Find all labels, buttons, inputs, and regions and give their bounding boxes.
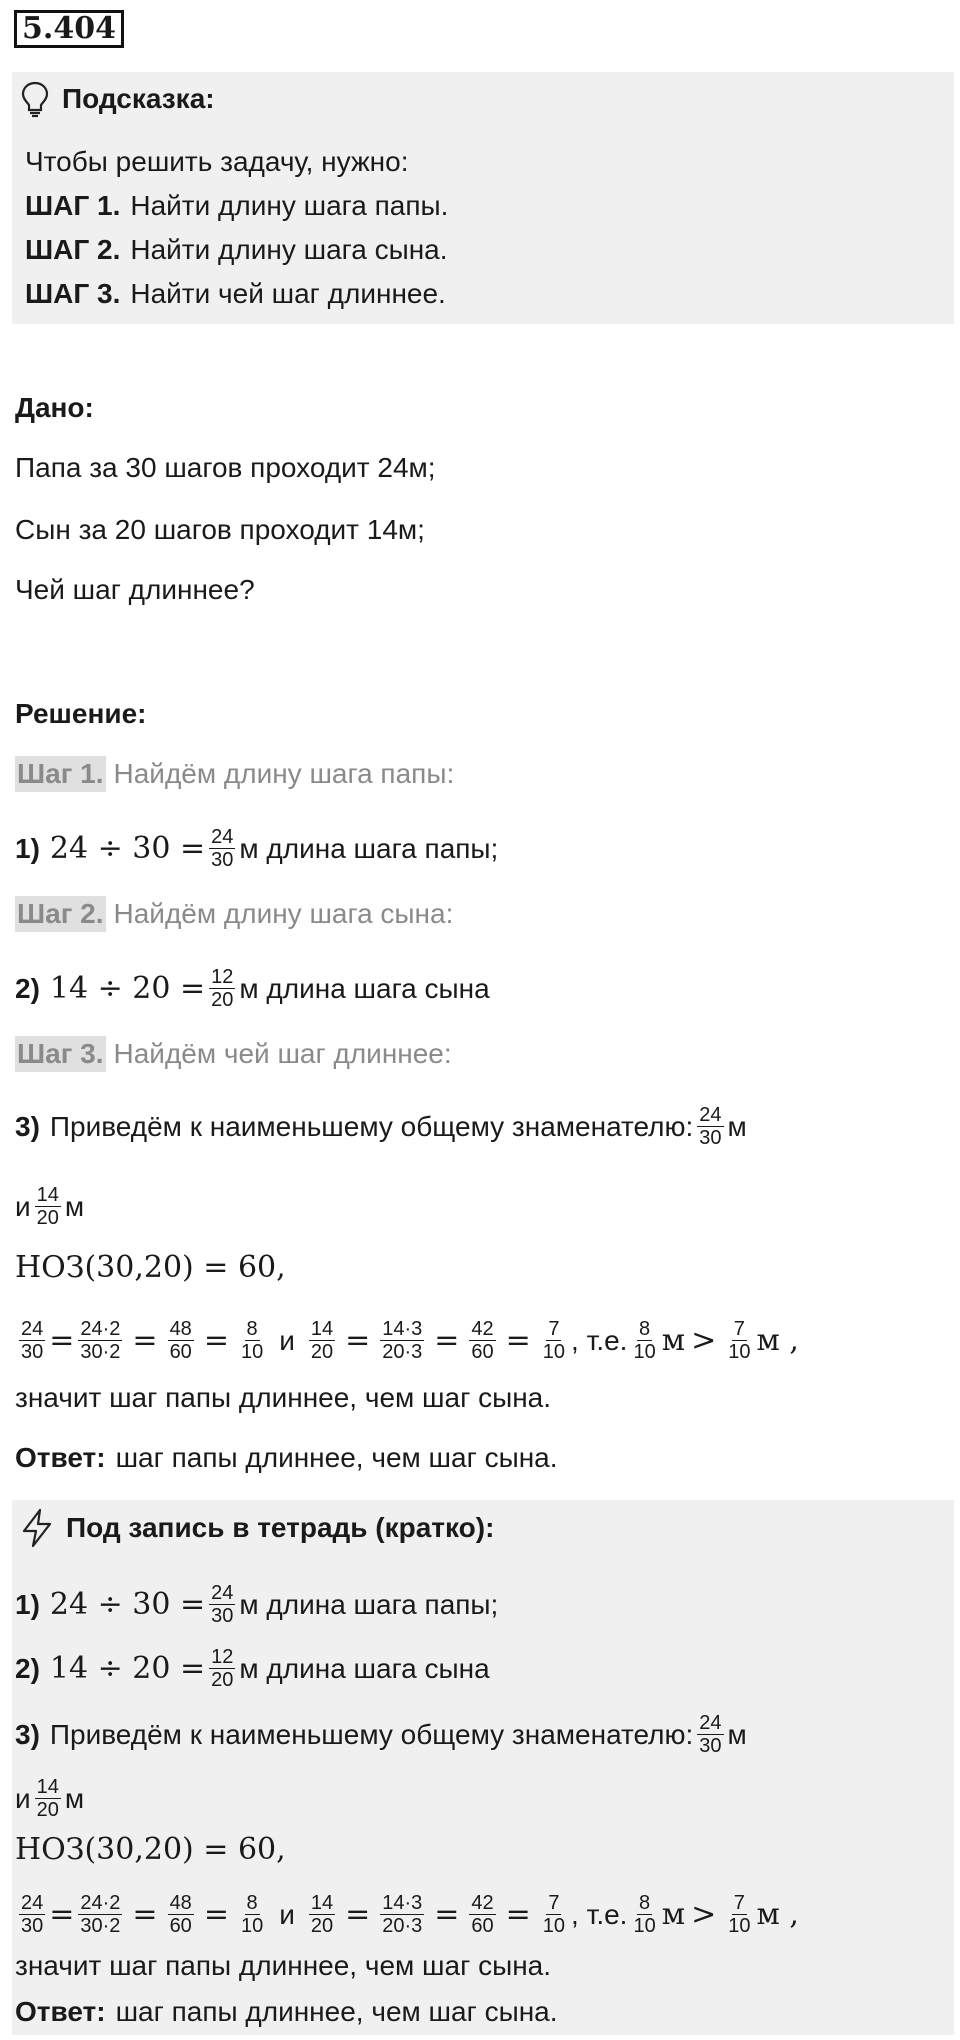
notebook-line-3 <box>15 1712 747 1757</box>
answer-text: шаг папы длиннее, чем шаг сына. <box>115 1996 558 2027</box>
fraction-numerator: 24 <box>21 1892 44 1914</box>
hint-step-label: ШАГ 2. <box>25 234 121 265</box>
item-number: 2) <box>15 972 40 1004</box>
given-title: Дано: <box>15 392 94 423</box>
lcd-line: НОЗ(30,20) = 60, <box>15 1250 286 1285</box>
hint-step-label: ШАГ 1. <box>25 190 121 221</box>
fraction-numerator: 14 <box>310 1318 334 1340</box>
fraction-numerator: 14 <box>36 1184 59 1206</box>
unit: м , <box>756 1322 799 1358</box>
fraction-numerator: 8 <box>246 1318 258 1340</box>
unit: м <box>661 1322 686 1358</box>
fraction <box>209 826 235 871</box>
math-expression: 14 ÷ 20 = <box>49 1650 206 1686</box>
fraction <box>697 1104 723 1149</box>
fraction <box>239 1892 265 1937</box>
fraction-numerator: 24 <box>21 1318 44 1340</box>
fraction-denominator: 30·2 <box>80 1341 121 1363</box>
line-text: м длина шага сына <box>239 1652 490 1684</box>
equals-sign: = <box>49 1896 75 1932</box>
fraction-numerator: 8 <box>246 1892 258 1914</box>
fraction-denominator: 10 <box>240 1915 264 1937</box>
fraction-denominator: 30·2 <box>80 1915 121 1937</box>
fraction-numerator: 14 <box>36 1776 59 1798</box>
conclusion: значит шаг папы длиннее, чем шаг сына. <box>15 1382 552 1413</box>
hint-intro: Чтобы решить задачу, нужно: <box>25 146 409 177</box>
given-line-2: Сын за 20 шагов проходит 14м; <box>15 514 425 545</box>
fraction-numerator: 7 <box>733 1892 745 1914</box>
fraction-denominator: 30 <box>211 849 234 871</box>
fraction-numerator: 7 <box>548 1892 560 1914</box>
fraction <box>380 1318 424 1363</box>
fraction-denominator: 20 <box>211 1669 234 1691</box>
fraction-denominator: 10 <box>728 1341 751 1363</box>
fraction <box>35 1184 61 1229</box>
solution-step-1-heading <box>15 756 454 792</box>
fraction-numerator: 12 <box>211 1646 234 1668</box>
step-tag: Шаг 2. <box>15 896 106 932</box>
conjunction: и <box>15 1782 31 1814</box>
fraction <box>209 1646 235 1691</box>
fraction-denominator: 20 <box>211 989 234 1011</box>
fraction <box>309 1318 335 1363</box>
equals-sign: = <box>345 1896 371 1932</box>
fraction <box>35 1776 61 1821</box>
item-number: 2) <box>15 1652 40 1684</box>
item-number: 1) <box>15 832 40 864</box>
answer <box>15 1440 558 1476</box>
solution-line-3b <box>15 1184 84 1229</box>
fraction-denominator: 10 <box>728 1915 751 1937</box>
step-heading-text: Найдём чей шаг длиннее: <box>113 1038 452 1069</box>
solution-line-2 <box>15 966 490 1011</box>
problem-number: 5.404 <box>14 10 124 48</box>
fraction <box>309 1892 335 1937</box>
ie-text: , т.е. <box>571 1898 628 1930</box>
line-text: м длина шага папы; <box>239 1588 499 1620</box>
notebook-line-1 <box>15 1582 498 1627</box>
fraction-denominator: 10 <box>240 1341 264 1363</box>
fraction <box>78 1892 122 1937</box>
fraction <box>541 1318 567 1363</box>
greater-sign: > <box>691 1322 717 1358</box>
equals-sign: = <box>132 1896 158 1932</box>
fraction <box>541 1892 567 1937</box>
hint-step-label: ШАГ 3. <box>25 278 121 309</box>
math-expression: 14 ÷ 20 = <box>49 970 206 1006</box>
fraction <box>631 1892 657 1937</box>
fraction-denominator: 60 <box>471 1341 494 1363</box>
notebook-panel <box>12 1500 954 2035</box>
step-tag: Шаг 1. <box>15 756 106 792</box>
hint-step-text: Найти чей шаг длиннее. <box>130 278 446 309</box>
step-heading-text: Найдём длину шага папы: <box>113 758 455 789</box>
fraction <box>78 1318 122 1363</box>
fraction-numerator: 12 <box>211 966 234 988</box>
fraction-denominator: 20 <box>310 1915 334 1937</box>
equals-sign: = <box>203 1896 229 1932</box>
unit: м , <box>756 1896 799 1932</box>
notebook-lcd: НОЗ(30,20) = 60, <box>15 1832 286 1867</box>
fraction-numerator: 48 <box>169 1318 192 1340</box>
fraction-numerator: 14·3 <box>382 1892 423 1914</box>
ie-text: , т.е. <box>571 1324 628 1356</box>
greater-sign: > <box>691 1896 717 1932</box>
hint-step-text: Найти длину шага сына. <box>130 234 448 265</box>
fraction-denominator: 30 <box>21 1915 44 1937</box>
solution-title: Решение: <box>15 698 147 729</box>
solution-step-3-heading <box>15 1036 452 1072</box>
fraction-numerator: 24 <box>699 1712 722 1734</box>
hint-step-2 <box>25 232 448 268</box>
conjunction: и <box>15 1190 31 1222</box>
calc-line <box>15 1318 799 1363</box>
fraction-denominator: 20 <box>310 1341 334 1363</box>
fraction <box>631 1318 657 1363</box>
line-text: м длина шага папы; <box>239 832 499 864</box>
equals-sign: = <box>132 1322 158 1358</box>
given-line-1: Папа за 30 шагов проходит 24м; <box>15 452 436 483</box>
fraction-numerator: 48 <box>169 1892 192 1914</box>
fraction-denominator: 30 <box>699 1735 722 1757</box>
fraction <box>168 1318 194 1363</box>
unit: м <box>727 1718 747 1750</box>
fraction-numerator: 24 <box>211 1582 234 1604</box>
notebook-title-row <box>20 1508 494 1548</box>
fraction <box>697 1712 723 1757</box>
fraction-numerator: 7 <box>548 1318 560 1340</box>
fraction-denominator: 20·3 <box>382 1341 423 1363</box>
solution-step-2-heading <box>15 896 453 932</box>
fraction <box>19 1892 45 1937</box>
fraction <box>168 1892 194 1937</box>
unit: м <box>661 1896 686 1932</box>
fraction-numerator: 7 <box>733 1318 745 1340</box>
hint-step-3 <box>25 276 446 312</box>
notebook-line-2 <box>15 1646 490 1691</box>
equals-sign: = <box>434 1896 460 1932</box>
item-number: 3) <box>15 1718 40 1750</box>
item-number: 1) <box>15 1588 40 1620</box>
fraction-numerator: 24·2 <box>80 1892 121 1914</box>
conjunction: и <box>279 1898 295 1930</box>
fraction-denominator: 20 <box>36 1207 59 1229</box>
fraction <box>469 1892 495 1937</box>
step-tag: Шаг 3. <box>15 1036 106 1072</box>
math-expression: 24 ÷ 30 = <box>49 1586 206 1622</box>
fraction-denominator: 10 <box>633 1915 656 1937</box>
fraction-numerator: 8 <box>639 1318 651 1340</box>
fraction <box>380 1892 424 1937</box>
lightning-icon <box>20 1508 54 1548</box>
fraction-denominator: 30 <box>699 1127 722 1149</box>
equals-sign: = <box>505 1322 531 1358</box>
hint-step-text: Найти длину шага папы. <box>130 190 449 221</box>
item-number: 3) <box>15 1110 40 1142</box>
conjunction: и <box>279 1324 295 1356</box>
solution-line-3 <box>15 1104 747 1149</box>
fraction-denominator: 20·3 <box>382 1915 423 1937</box>
fraction-denominator: 60 <box>471 1915 494 1937</box>
unit: м <box>727 1110 747 1142</box>
lightbulb-icon <box>20 80 50 118</box>
hint-title: Подсказка: <box>62 83 215 114</box>
line-text: Приведём к наименьшему общему знаменателю: <box>49 1718 694 1750</box>
fraction-numerator: 14·3 <box>382 1318 423 1340</box>
fraction <box>19 1318 45 1363</box>
step-heading-text: Найдём длину шага сына: <box>113 898 454 929</box>
fraction-numerator: 42 <box>471 1892 494 1914</box>
equals-sign: = <box>505 1896 531 1932</box>
fraction-numerator: 24 <box>211 826 234 848</box>
notebook-title: Под запись в тетрадь (кратко): <box>66 1512 495 1543</box>
notebook-line-3b <box>15 1776 84 1821</box>
fraction-denominator: 60 <box>169 1915 192 1937</box>
fraction-denominator: 30 <box>211 1605 234 1627</box>
line-text: Приведём к наименьшему общему знаменателю: <box>49 1110 694 1142</box>
fraction <box>726 1318 752 1363</box>
hint-step-1 <box>25 188 448 224</box>
equals-sign: = <box>203 1322 229 1358</box>
fraction-denominator: 10 <box>633 1341 656 1363</box>
fraction-denominator: 10 <box>542 1341 566 1363</box>
line-text: м длина шага сына <box>239 972 490 1004</box>
answer-label: Ответ: <box>15 1996 106 2027</box>
unit: м <box>64 1190 85 1222</box>
equals-sign: = <box>345 1322 371 1358</box>
notebook-conclusion: значит шаг папы длиннее, чем шаг сына. <box>15 1950 552 1981</box>
answer-label: Ответ: <box>15 1442 106 1473</box>
fraction-denominator: 60 <box>169 1341 192 1363</box>
fraction <box>239 1318 265 1363</box>
fraction <box>209 1582 235 1627</box>
answer-text: шаг папы длиннее, чем шаг сына. <box>115 1442 558 1473</box>
fraction-numerator: 42 <box>471 1318 494 1340</box>
notebook-calc <box>15 1892 799 1937</box>
fraction <box>209 966 235 1011</box>
hint-panel <box>12 72 954 324</box>
given-line-3: Чей шаг длиннее? <box>15 574 255 605</box>
solution-line-1 <box>15 826 498 871</box>
fraction <box>726 1892 752 1937</box>
hint-title-row <box>20 80 215 118</box>
fraction-denominator: 10 <box>542 1915 566 1937</box>
fraction-numerator: 24 <box>699 1104 722 1126</box>
unit: м <box>64 1782 85 1814</box>
equals-sign: = <box>49 1322 75 1358</box>
fraction-denominator: 20 <box>36 1799 59 1821</box>
fraction-numerator: 8 <box>639 1892 651 1914</box>
math-expression: 24 ÷ 30 = <box>49 830 206 866</box>
fraction-denominator: 30 <box>21 1341 44 1363</box>
fraction-numerator: 14 <box>310 1892 334 1914</box>
fraction <box>469 1318 495 1363</box>
notebook-answer <box>15 1994 558 2030</box>
equals-sign: = <box>434 1322 460 1358</box>
fraction-numerator: 24·2 <box>80 1318 121 1340</box>
